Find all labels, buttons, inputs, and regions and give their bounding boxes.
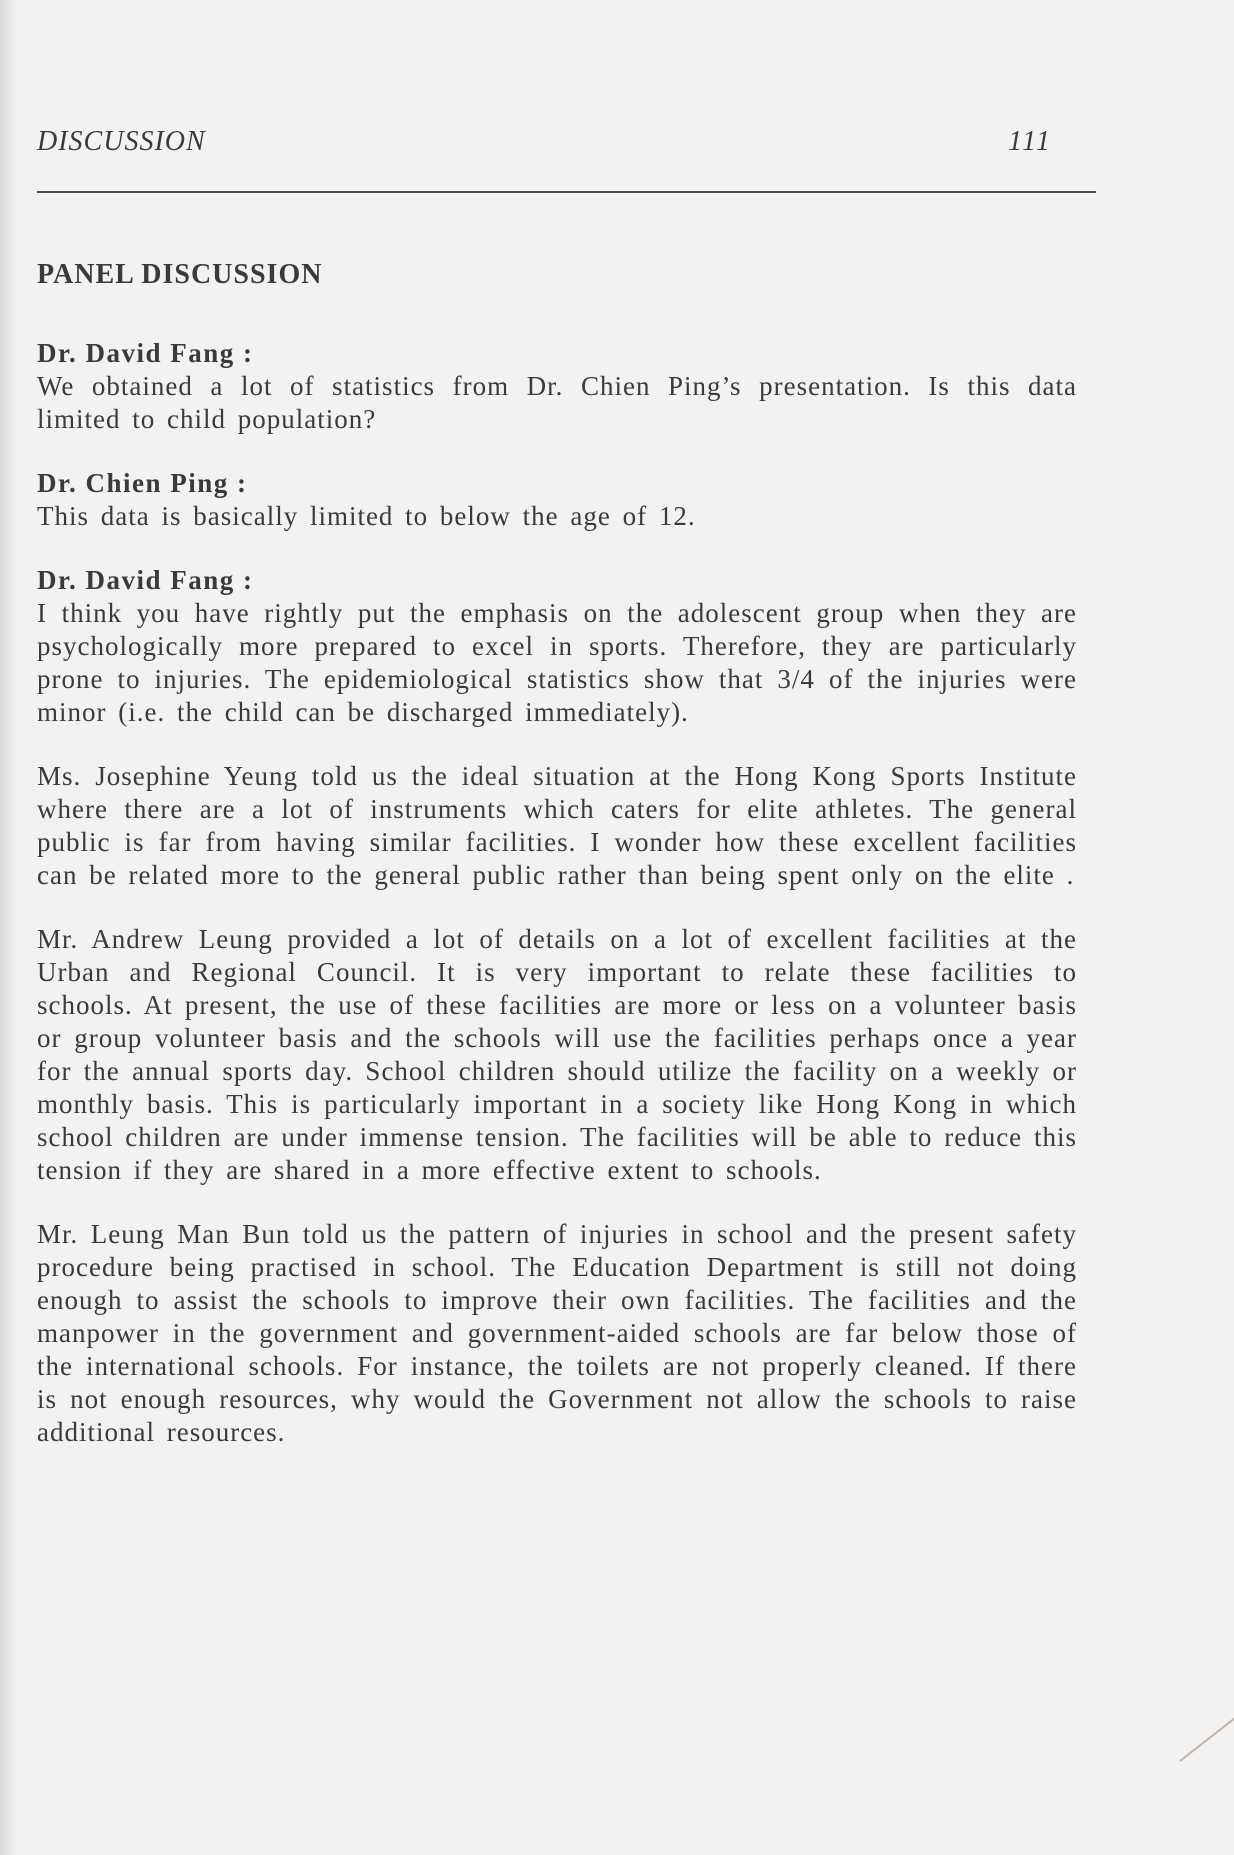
paragraph: We obtained a lot of statistics from Dr. Chien Ping’s presentation. Is this data limited to child population? <box>37 371 1077 434</box>
running-head: DISCUSSION <box>37 126 206 157</box>
page-body <box>37 255 1077 1480</box>
speaker-name: Dr. David Fang : <box>37 565 254 595</box>
exchange <box>37 564 1077 1449</box>
speaker-name: Dr. Chien Ping : <box>37 468 248 498</box>
paragraph: I think you have rightly put the emphasis on the adolescent group when they are psychologically more prepared to excel in sports. Therefore, they are particularly prone to injuries. The epidemiological statistics show that 3/4 of the injuries were minor (i.e. the child can be discharged immediately). <box>37 598 1077 727</box>
page-header <box>37 120 1052 160</box>
exchange <box>37 467 1077 533</box>
paragraph: Mr. Andrew Leung provided a lot of details on a lot of excellent facilities at the Urban and Regional Council. It is very important to relate these facilities to schools. At present, the use of these facilities are more or less on a volunteer basis or group volunteer basis and the schools will use the facilities perhaps once a year for the annual sports day. School children should utilize the facility on a weekly or monthly basis. This is particularly important in a society like Hong Kong in which school children are under immense tension. The facilities will be able to reduce this tension if they are shared in a more effective extent to schools. <box>37 924 1077 1185</box>
paragraph: Mr. Leung Man Bun told us the pattern of injuries in school and the present safety procedure being practised in school. The Education Department is still not doing enough to assist the schools to improve their own facilities. The facilities and the manpower in the government and government-aided schools are far below those of the international schools. For instance, the toilets are not properly cleaned. If there is not enough resources, why would the Government not allow the schools to raise additional resources. <box>37 1219 1077 1447</box>
page-binding-shadow <box>0 0 18 1855</box>
header-rule <box>37 191 1096 193</box>
paragraph: This data is basically limited to below the age of 12. <box>37 501 696 531</box>
section-title: PANEL DISCUSSION <box>37 259 323 290</box>
exchange <box>37 337 1077 436</box>
page-number: 111 <box>1008 126 1052 157</box>
pencil-mark <box>1179 1717 1234 1762</box>
speaker-name: Dr. David Fang : <box>37 338 254 368</box>
paragraph: Ms. Josephine Yeung told us the ideal situation at the Hong Kong Sports Institute where there are a lot of instruments which caters for elite athletes. The general public is far from having similar facilities. I wonder how these excellent facilities can be related more to the general public rather than being spent only on the elite . <box>37 761 1077 890</box>
